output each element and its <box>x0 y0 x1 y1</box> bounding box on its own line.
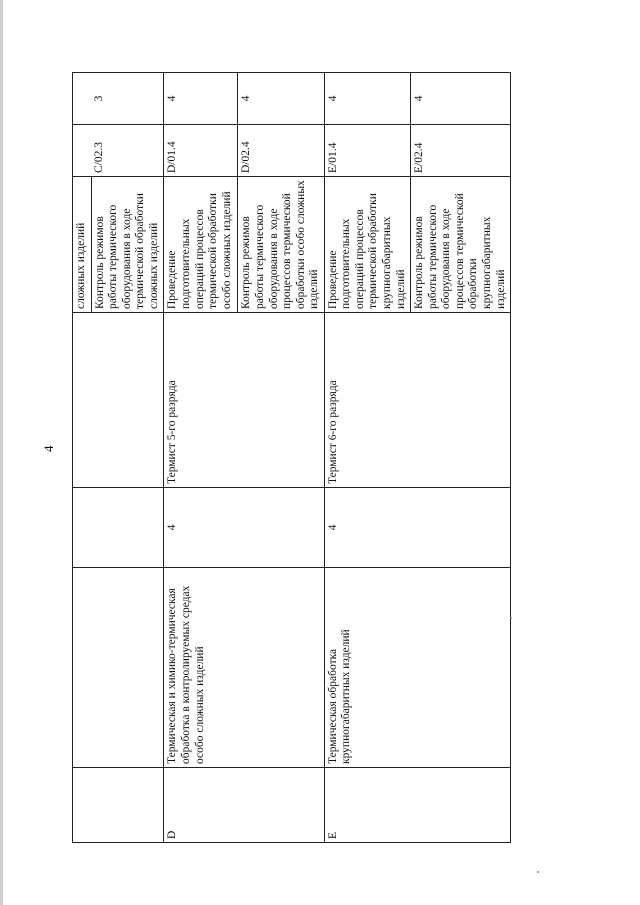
qualification-level: 4 <box>166 524 179 531</box>
function-level: 4 <box>326 95 339 102</box>
rotated-table-container <box>72 73 507 843</box>
function-name: Проведение подготовительных операций процессов термической обработки крупногабаритных изделий <box>326 193 407 309</box>
cell-function-code <box>411 125 511 177</box>
function-code: D/02.4 <box>240 141 253 173</box>
cell-function-level <box>411 73 511 125</box>
function-level: 3 <box>93 95 105 102</box>
cell-function-level <box>324 73 410 125</box>
cell-position-e <box>324 313 510 488</box>
cell-empty-level <box>73 488 164 568</box>
general-function-code: E <box>326 831 339 839</box>
function-name: Контроль режимов работы термического оборудования в ходе процессов термической обработки особо сложных изделий <box>240 180 321 309</box>
qualification-level: 4 <box>326 524 339 531</box>
table-row-d1 <box>164 73 238 843</box>
cell-position-d <box>164 313 324 488</box>
cell-function-code <box>73 125 164 177</box>
function-name: Контроль режимов работы термического оборудования в ходе процессов термической обработки крупногабаритных изделий <box>413 193 507 309</box>
function-name: Проведение подготовительных операций процессов термической обработки особо сложных изделий <box>166 191 233 309</box>
position-title: Термист 6-го разряда <box>326 380 339 484</box>
function-name: Контроль режимов работы термического оборудования в ходе термической обработки сложных изделий <box>93 193 160 309</box>
cell-function-name <box>73 177 164 313</box>
cell-function-name <box>324 177 410 313</box>
page-number: 4 <box>41 445 56 452</box>
function-level: 4 <box>240 95 253 102</box>
scan-speck <box>510 617 512 619</box>
cell-function-level <box>73 73 164 125</box>
cell-function-code <box>164 125 238 177</box>
cell-function-code <box>324 125 410 177</box>
function-code: E/01.4 <box>326 142 339 173</box>
general-function-name: Термическая обработка крупногабаритных изделий <box>326 629 353 764</box>
cell-code-d <box>164 768 324 843</box>
cell-name-e <box>324 568 510 768</box>
professional-standard-table <box>72 72 511 843</box>
function-level: 4 <box>166 95 179 102</box>
position-title: Термист 5-го разряда <box>166 380 179 484</box>
cell-function-level <box>238 73 324 125</box>
cell-name-d <box>164 568 324 768</box>
cell-function-code <box>238 125 324 177</box>
cell-function-name <box>238 177 324 313</box>
function-level: 4 <box>413 95 426 102</box>
cell-function-level <box>164 73 238 125</box>
cell-level-e <box>324 488 510 568</box>
cell-empty-name <box>73 568 164 768</box>
cell-function-name <box>164 177 238 313</box>
continuation-text: сложных изделий <box>73 177 92 312</box>
table-row-e1 <box>324 73 410 843</box>
function-code: D/01.4 <box>166 141 179 173</box>
general-function-code: D <box>166 830 179 839</box>
general-function-name: Термическая и химико-термическая обработка в контролируемых средах особо сложных изделий <box>166 585 206 764</box>
cell-empty-code <box>73 768 164 843</box>
function-code: C/02.3 <box>93 142 105 173</box>
scan-speck <box>537 871 539 873</box>
cell-function-name <box>411 177 511 313</box>
cell-code-e <box>324 768 510 843</box>
function-code: E/02.4 <box>413 142 426 173</box>
cell-empty-position <box>73 313 164 488</box>
cell-level-d <box>164 488 324 568</box>
table-row-continuation <box>73 73 164 843</box>
